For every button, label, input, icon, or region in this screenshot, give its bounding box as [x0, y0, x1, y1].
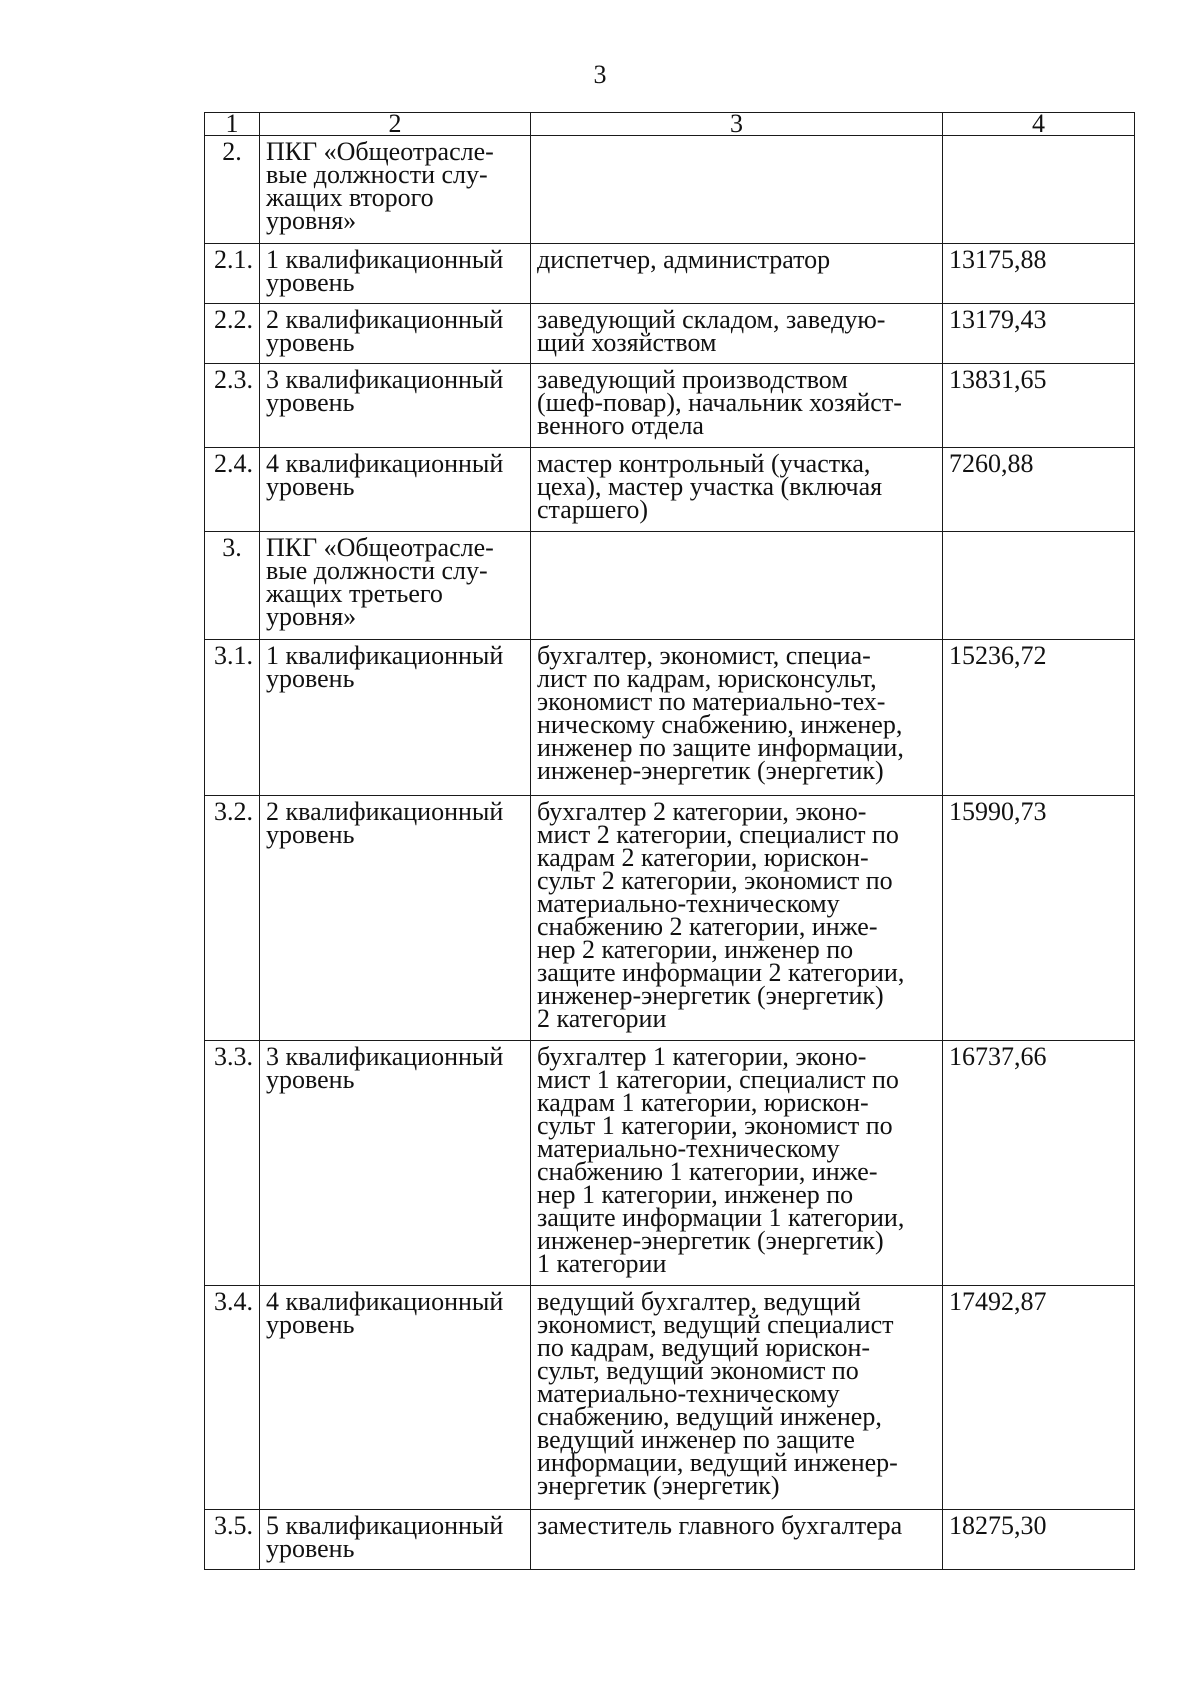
- positions: заведующий производством (шеф-повар), начальник хозяйст- венного отдела: [531, 364, 943, 448]
- row-number: 2.: [205, 136, 260, 244]
- table-row: [205, 796, 1135, 1041]
- row-number: 2.3.: [205, 364, 260, 448]
- table-header-row: [205, 113, 1135, 136]
- row-number: 2.4.: [205, 448, 260, 532]
- page-number: 3: [593, 60, 607, 89]
- table-row: [205, 136, 1135, 244]
- table-row: [205, 532, 1135, 640]
- row-number: 2.1.: [205, 244, 260, 304]
- positions: мастер контрольный (участка, цеха), мастер участка (включая старшего): [531, 448, 943, 532]
- positions: бухгалтер, экономист, специа- лист по кадрам, юрисконсульт, экономист по материально-тех- ническому снабжению, инженер, инженер по защите информации, инженер-энергетик (энергетик): [531, 640, 943, 796]
- salary: 15236,72: [943, 640, 1135, 796]
- salary: 7260,88: [943, 448, 1135, 532]
- row-number: 3.5.: [205, 1510, 260, 1570]
- positions: бухгалтер 1 категории, эконо- мист 1 категории, специалист по кадрам 1 категории, юрискон- сульт 1 категории, экономист по материально-техническому снабжению 1 категории, инже- нер 1 категории, инженер по защите информации 1 категории, инженер-энергетик (энергетик) 1 категории: [531, 1041, 943, 1286]
- column-header-2: 2: [260, 113, 531, 136]
- qualification-level: 3 квалификационный уровень: [260, 364, 531, 448]
- row-number: 3.2.: [205, 796, 260, 1041]
- row-number: 2.2.: [205, 304, 260, 364]
- qualification-level: 1 квалификационный уровень: [260, 244, 531, 304]
- positions: заместитель главного бухгалтера: [531, 1510, 943, 1570]
- column-header-4: 4: [943, 113, 1135, 136]
- salary: [943, 532, 1135, 640]
- qualification-level: 5 квалификационный уровень: [260, 1510, 531, 1570]
- table-row: [205, 1041, 1135, 1286]
- qualification-table: [204, 112, 1135, 1570]
- qualification-level: 3 квалификационный уровень: [260, 1041, 531, 1286]
- table-row: [205, 1286, 1135, 1510]
- salary: 16737,66: [943, 1041, 1135, 1286]
- qualification-level: 1 квалификационный уровень: [260, 640, 531, 796]
- column-header-3: 3: [531, 113, 943, 136]
- table-row: [205, 448, 1135, 532]
- salary: 18275,30: [943, 1510, 1135, 1570]
- row-number: 3.4.: [205, 1286, 260, 1510]
- salary: 13179,43: [943, 304, 1135, 364]
- row-number: 3.3.: [205, 1041, 260, 1286]
- column-header-1: 1: [205, 113, 260, 136]
- table-row: [205, 640, 1135, 796]
- qualification-level: 4 квалификационный уровень: [260, 448, 531, 532]
- table-row: [205, 244, 1135, 304]
- qualification-level: ПКГ «Общеотрасле- вые должности слу- жащих третьего уровня»: [260, 532, 531, 640]
- qualification-level: 4 квалификационный уровень: [260, 1286, 531, 1510]
- table-row: [205, 364, 1135, 448]
- qualification-level: 2 квалификационный уровень: [260, 304, 531, 364]
- positions: ведущий бухгалтер, ведущий экономист, ведущий специалист по кадрам, ведущий юрискон- сульт, ведущий экономист по материально-техническому снабжению, ведущий инженер, ведущий инженер по защите информации, ведущий инженер- энергетик (энергетик): [531, 1286, 943, 1510]
- positions: [531, 136, 943, 244]
- salary: 17492,87: [943, 1286, 1135, 1510]
- salary: 15990,73: [943, 796, 1135, 1041]
- row-number: 3.1.: [205, 640, 260, 796]
- row-number: 3.: [205, 532, 260, 640]
- positions: бухгалтер 2 категории, эконо- мист 2 категории, специалист по кадрам 2 категории, юрискон- сульт 2 категории, экономист по материально-техническому снабжению 2 категории, инже- нер 2 категории, инженер по защите информации 2 категории, инженер-энергетик (энергетик) 2 категории: [531, 796, 943, 1041]
- salary: 13175,88: [943, 244, 1135, 304]
- positions: диспетчер, администратор: [531, 244, 943, 304]
- table-row: [205, 304, 1135, 364]
- salary: 13831,65: [943, 364, 1135, 448]
- salary: [943, 136, 1135, 244]
- positions: заведующий складом, заведую- щий хозяйством: [531, 304, 943, 364]
- qualification-level: ПКГ «Общеотрасле- вые должности слу- жащих второго уровня»: [260, 136, 531, 244]
- qualification-level: 2 квалификационный уровень: [260, 796, 531, 1041]
- positions: [531, 532, 943, 640]
- table-row: [205, 1510, 1135, 1570]
